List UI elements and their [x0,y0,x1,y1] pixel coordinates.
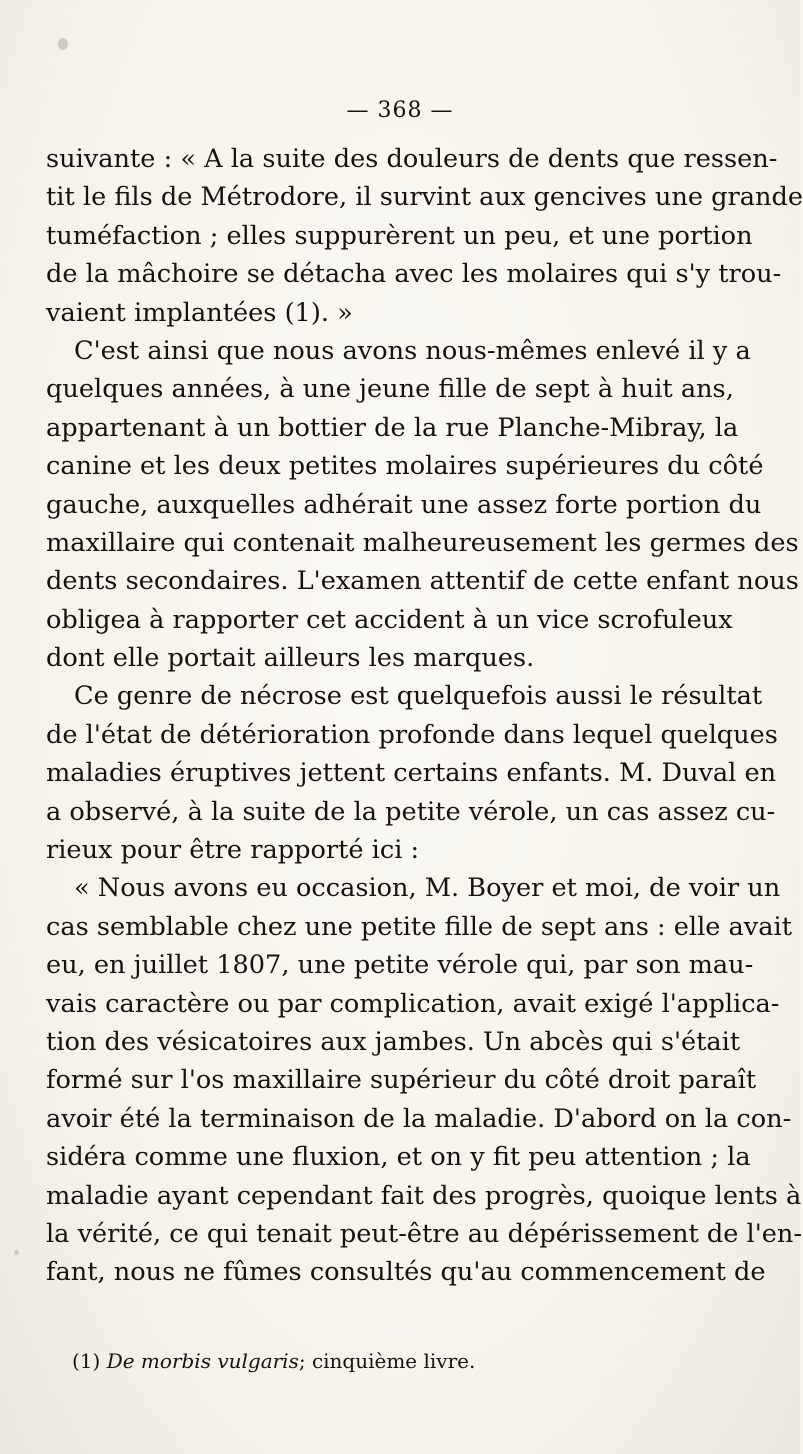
text-line: a observé, à la suite de la petite vérole, un cas assez cu- [46,796,776,827]
text-line: cas semblable chez une petite fille de sept ans : elle avait [46,911,792,942]
text-line: quelques années, à une jeune fille de sept à huit ans, [46,374,734,405]
paragraph [46,332,799,678]
text-line: maladies éruptives jettent certains enfants. M. Duval en [46,758,777,789]
text-line: de la mâchoire se détacha avec les molaires qui s'y trou- [46,259,782,290]
page-number: — 368 — [346,98,454,123]
text-line: eu, en juillet 1807, une petite vérole qui, par son mau- [46,950,754,981]
body-text [46,140,803,1292]
text-line: maladie ayant cependant fait des progrès, quoique lents à [46,1180,802,1211]
text-line: rieux pour être rapporté ici : [46,835,420,866]
text-line: dont elle portait ailleurs les marques. [46,643,535,674]
text-line: de l'état de détérioration profonde dans lequel quelques [46,719,778,750]
text-line: Ce genre de nécrose est quelquefois aussi le résultat [74,681,763,712]
text-line: vais caractère ou par complication, avait exigé l'applica- [46,988,780,1019]
text-line: dents secondaires. L'examen attentif de cette enfant nous [46,566,799,597]
ink-spot [58,38,68,50]
text-line: maxillaire qui contenait malheureusement les germes des [46,527,799,558]
paragraph [46,140,803,332]
text-line: avoir été la terminaison de la maladie. D'abord on la con- [46,1103,792,1134]
ink-spot [14,1250,19,1255]
text-line: C'est ainsi que nous avons nous-mêmes enlevé il y a [74,335,751,366]
footnote-marker: (1) [72,1349,101,1373]
text-line: gauche, auxquelles adhérait une assez forte portion du [46,489,762,520]
footnote-title: De morbis vulgaris [106,1349,299,1373]
text-line: obligea à rapporter cet accident à un vice scrofuleux [46,604,733,635]
text-line: « Nous avons eu occasion, M. Boyer et moi, de voir un [74,873,781,904]
paragraph [46,869,803,1291]
text-line: fant, nous ne fûmes consultés qu'au commencement de [46,1257,766,1288]
text-line: formé sur l'os maxillaire supérieur du côté droit paraît [46,1065,757,1096]
text-line: suivante : « A la suite des douleurs de dents que ressen- [46,144,778,174]
text-line: appartenant à un bottier de la rue Planche-Mibray, la [46,412,739,443]
footnote-text: ; cinquième livre. [298,1349,476,1373]
text-line: canine et les deux petites molaires supérieures du côté [46,451,764,482]
text-line: vaient implantées (1). » [46,297,353,328]
text-line: sidéra comme une fluxion, et on y fit peu attention ; la [46,1142,751,1173]
text-line: tion des vésicatoires aux jambes. Un abcès qui s'était [46,1026,741,1057]
footnote [72,1344,475,1378]
text-line: tuméfaction ; elles suppurèrent un peu, et une portion [46,220,753,251]
text-line: la vérité, ce qui tenait peut-être au dépérissement de l'en- [46,1218,803,1249]
text-line: tit le fils de Métrodore, il survint aux gencives une grande [46,182,803,213]
paragraph [46,677,778,869]
